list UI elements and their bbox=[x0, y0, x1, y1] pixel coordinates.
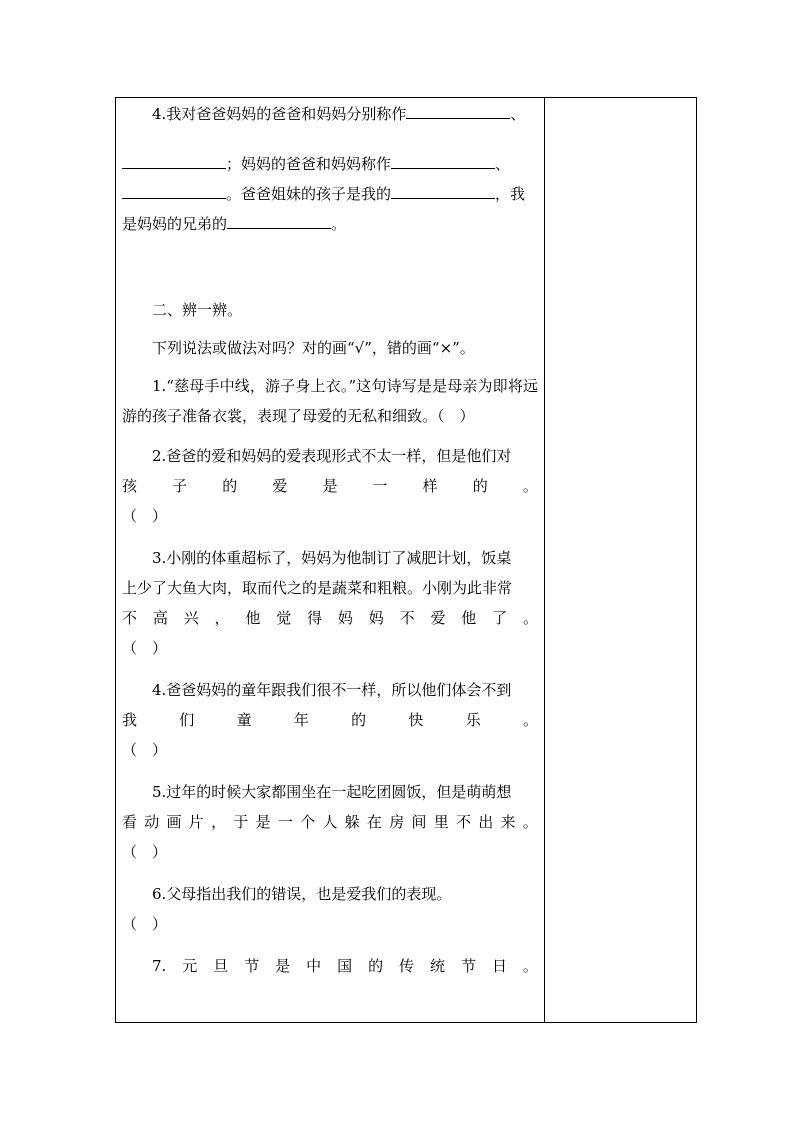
judge-item-4-line-1: 4.爸爸妈妈的童年跟我们很不一样，所以他们体会不到 bbox=[152, 681, 512, 699]
judge-item-3-line-3: 不 高 兴 ， 他 觉 得 妈 妈 不 爱 他 了 。 bbox=[122, 609, 538, 627]
answer-blank[interactable] bbox=[122, 181, 226, 199]
judge-item-6-answer[interactable]: （ ） bbox=[122, 915, 168, 933]
judge-item-3-line-1: 3.小刚的体重超标了，妈妈为他制订了减肥计划，饭桌 bbox=[152, 549, 512, 567]
answer-blank[interactable] bbox=[227, 211, 331, 229]
left-cell-content bbox=[122, 97, 538, 1023]
judge-item-5-answer[interactable]: （ ） bbox=[122, 843, 168, 861]
judge-item-2-line-2: 孩 子 的 爱 是 一 样 的 。 bbox=[122, 477, 538, 495]
judge-item-1: 1.“慈母手中线，游子身上衣。”这句诗写是是母亲为即将远游的孩子准备衣裳，表现了母爱的无私和细致。（ ） bbox=[122, 377, 538, 425]
q4-line-1: 4.我对爸爸妈妈的爸爸和妈妈分别称作 、 bbox=[122, 99, 538, 129]
judge-item-5-line-1: 5.过年的时候大家都围坐在一起吃团圆饭，但是萌萌想 bbox=[152, 783, 512, 801]
judge-item-6-line-1: 6.父母指出我们的错误，也是爱我们的表现。 bbox=[152, 885, 452, 903]
judge-item-3-line-2: 上少了大鱼大肉，取而代之的是蔬菜和粗粮。小刚为此非常 bbox=[122, 579, 513, 597]
judge-item-4-line-2: 我 们 童 年 的 快 乐 。 bbox=[122, 711, 538, 729]
judge-item-7-line-1: 7. 元 旦 节 是 中 国 的 传 统 节 日 。 bbox=[152, 957, 538, 975]
judge-item-4-answer[interactable]: （ ） bbox=[122, 741, 168, 759]
section-instruction: 下列说法或做法对吗？对的画“√”，错的画“×”。 bbox=[152, 339, 475, 357]
answer-blank[interactable] bbox=[122, 151, 226, 169]
q4-line-4: 是妈妈的兄弟的 。 bbox=[122, 209, 538, 239]
q4-line-3: 。爸爸姐妹的孩子是我的 ，我 bbox=[122, 179, 538, 209]
q4-line-2: ；妈妈的爸爸和妈妈称作 、 bbox=[122, 149, 538, 179]
right-cell bbox=[545, 98, 696, 1022]
judge-item-3-answer[interactable]: （ ） bbox=[122, 639, 168, 657]
answer-blank[interactable] bbox=[391, 151, 495, 169]
q4-text: 4.我对爸爸妈妈的爸爸和妈妈分别称作 bbox=[152, 105, 407, 123]
section-title: 二、辨一辨。 bbox=[152, 301, 243, 319]
answer-blank[interactable] bbox=[406, 101, 510, 119]
judge-item-2-line-1: 2.爸爸的爱和妈妈的爱表现形式不太一样，但是他们对 bbox=[152, 447, 512, 465]
judge-item-2-answer[interactable]: （ ） bbox=[122, 507, 168, 525]
judge-item-5-line-2: 看 动 画 片 ， 于 是 一 个 人 躲 在 房 间 里 不 出 来 。 bbox=[122, 813, 538, 831]
answer-blank[interactable] bbox=[391, 181, 495, 199]
